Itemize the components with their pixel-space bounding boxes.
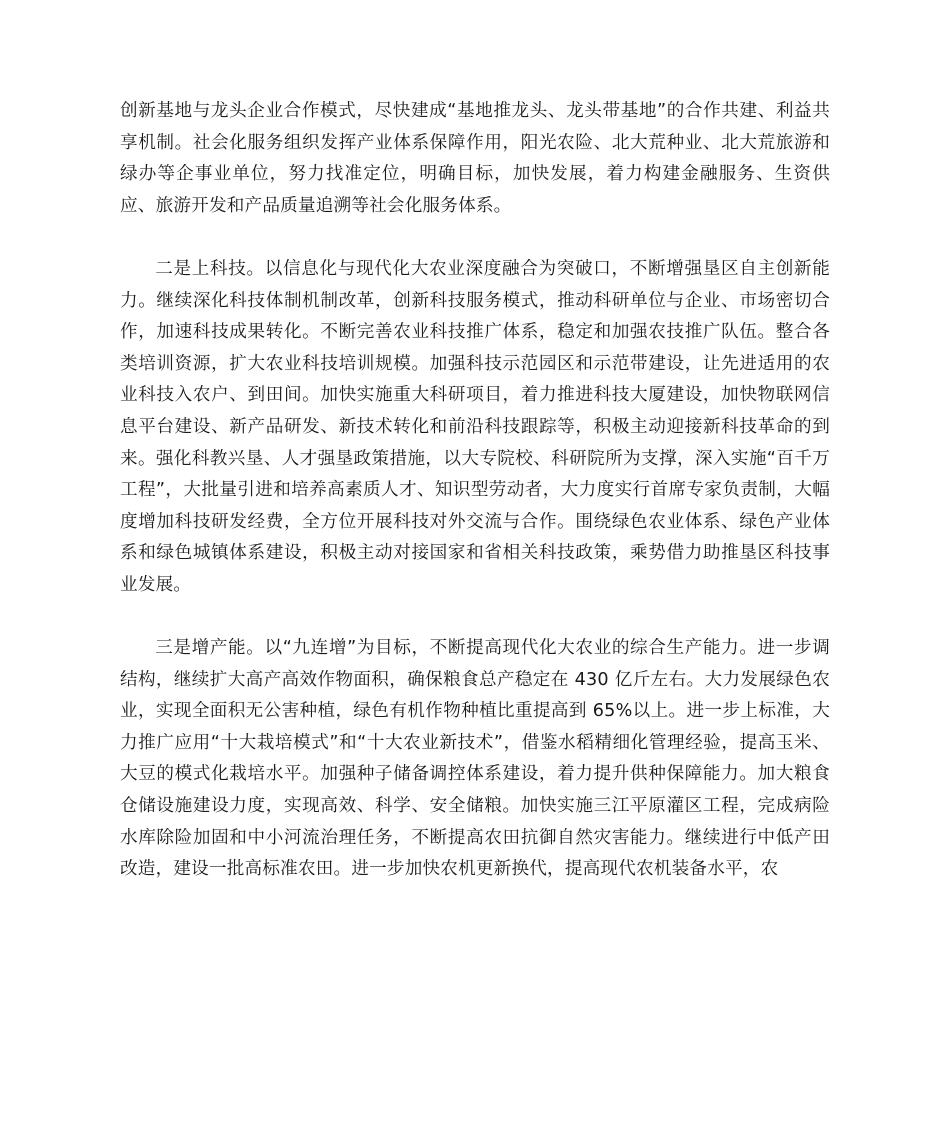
paragraph-continuation: 创新基地与龙头企业合作模式，尽快建成“基地推龙头、龙头带基地”的合作共建、利益共享机制。社会化服务组织发挥产业体系保障作用，阳光农险、北大荒种业、北大荒旅游和绿办等企事业单位，努力找准定位，明确目标，加快发展，着力构建金融服务、生资供应、旅游开发和产品质量追溯等社会化服务体系。 xyxy=(120,101,830,216)
paragraph-technology: 二是上科技。以信息化与现代化大农业深度融合为突破口，不断增强垦区自主创新能力。继续深化科技体制机制改革，创新科技服务模式，推动科研单位与企业、市场密切合作，加速科技成果转化。不断完善农业科技推广体系，稳定和加强农技推广队伍。整合各类培训资源，扩大农业科技培训规模。加强科技示范园区和示范带建设，让先进适用的农业科技入农户、到田间。加快实施重大科研项目，着力推进科技大厦建设，加快物联网信息平台建设、新产品研发、新技术转化和前沿科技跟踪等，积极主动迎接新科技革命的到来。强化科教兴垦、人才强垦政策措施，以大专院校、科研院所为支撑，深入实施“百千万工程”，大批量引进和培养高素质人才、知识型劳动者，大力度实行首席专家负责制，大幅度增加科技研发经费，全方位开展科技对外交流与合作。围绕绿色农业体系、绿色产业体系和绿色城镇体系建设，积极主动对接国家和省相关科技政策，乘势借力助推垦区科技事业发展。 xyxy=(120,258,830,595)
paragraph-production-capacity: 三是增产能。以“九连增”为目标，不断提高现代化大农业的综合生产能力。进一步调结构，继续扩大高产高效作物面积，确保粮食总产稳定在 430 亿斤左右。大力发展绿色农业，实现全面积无公害种植，绿色有机作物种植比重提高到 65%以上。进一步上标准，大力推广应用“十大栽培模式”和“十大农业新技术”，借鉴水稻精细化管理经验，提高玉米、大豆的模式化栽培水平。加强种子储备调控体系建设，着力提升供种保障能力。加大粮食仓储设施建设力度，实现高效、科学、安全储粮。加快实施三江平原灌区工程，完成病险水库除险加固和中小河流治理任务，不断提高农田抗御自然灾害能力。继续进行中低产田改造，建设一批高标准农田。进一步加快农机更新换代，提高现代农机装备水平，农 xyxy=(120,638,830,880)
document-body xyxy=(120,96,830,886)
